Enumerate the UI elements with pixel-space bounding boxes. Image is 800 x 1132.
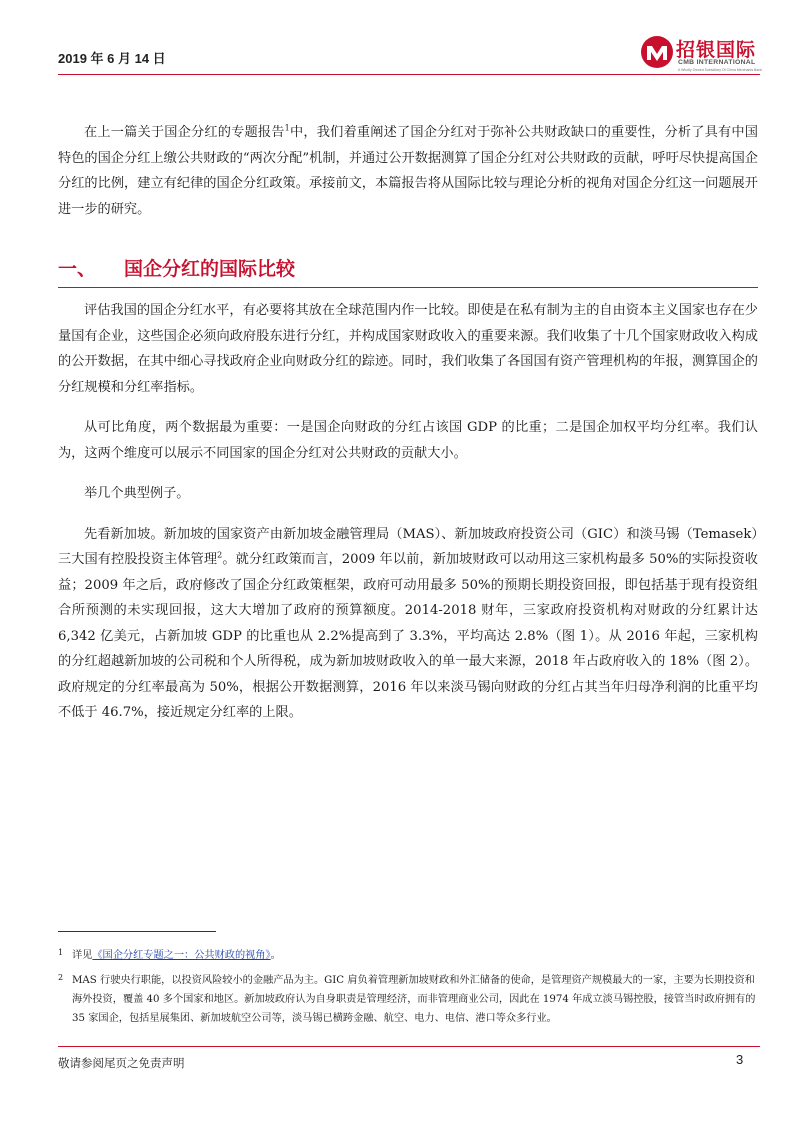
section-heading: [58, 254, 758, 288]
cmb-logo-icon: [640, 35, 674, 69]
body-paragraph-2: 从可比角度，两个数据最为重要：一是国企向财政的分红占该国 GDP 的比重；二是国企加权平均分红率。我们认为，这两个维度可以展示不同国家的国企分红对公共财政的贡献大小。: [58, 420, 758, 461]
footnote-ref-2[interactable]: 2: [217, 550, 223, 560]
footnote-2-text: MAS 行驶央行职能，以投资风险较小的金融产品为主。GIC 肩负着管理新加坡财政和外汇储备的使命，是管理资产规模最大的一家，主要为长期投资和海外投资，覆盖 40 多个国家和地区。新加坡政府认为自身职责是管理经济，而非管理商业公司，因此在 1974 年成立淡马锡控股，接管当时政府拥有的 35 家国企，包括星展集团、新加坡航空公司等，淡马锡已横跨金融、航空、电力、电信、港口等众多行业。: [72, 975, 756, 1024]
report-date: 2019 年 6 月 14 日: [58, 51, 166, 66]
page-number: 3: [736, 1052, 744, 1067]
footnote-ref-1[interactable]: 1: [284, 123, 290, 133]
footnote-1-suffix: 。: [270, 950, 281, 961]
body-paragraph-3: 举几个典型例子。: [84, 486, 190, 501]
logo-english-name: CMB INTERNATIONAL: [678, 59, 756, 66]
logo-subtitle: A Wholly Owned Subsidiary Of China Merchants Bank: [678, 68, 763, 72]
footnote-1-link[interactable]: 《国企分红专题之一：公共财政的视角》: [92, 950, 271, 961]
body-paragraph-1: 评估我国的国企分红水平，有必要将其放在全球范围内作一比较。即使是在私有制为主的自由资本主义国家也存在少量国有企业，这些国企必须向政府股东进行分红，并构成国家财政收入的重要来源。我们收集了十几个国家财政收入构成的公开数据，在其中细心寻找政府企业向财政分红的踪迹。同时，我们收集了各国国有资产管理机构的年报，测算国企的分红规模和分红率指标。: [58, 303, 758, 395]
singapore-text-1: 先看新加坡。新加坡的国家资产由新加坡金融管理局（MAS）、新加坡政府投资公司（GIC）和淡马锡（Temasek）三大国有控股投资主体管理: [58, 526, 758, 567]
logo-chinese-name: 招银国际: [676, 39, 757, 61]
footnotes: [58, 946, 758, 1034]
footnote-1: [58, 946, 758, 965]
intro-text-2: 中，我们着重阐述了国企分红对于弥补公共财政缺口的重要性，分析了具有中国特色的国企分红上缴公共财政的“两次分配”机制，并通过公开数据测算了国企分红对公共财政的贡献，呼吁尽快提高国企分红的比例，建立有纪律的国企分红政策。承接前文，本篇报告将从国际比较与理论分析的视角对国企分红这一问题展开进一步的研究。: [58, 125, 758, 217]
footnote-1-prefix: 详见: [72, 950, 93, 961]
header-divider: [58, 74, 760, 75]
singapore-text-2: 。就分红政策而言，2009 年以前，新加坡财政可以动用这三家机构最多 50%的实际投资收益；2009 年之后，政府修改了国企分红政策框架，政府可动用最多 50%的预期长期投资回报，即包括基于现有投资组合所预测的未实现回报，这大大增加了政府的预算额度。2014-2018 财年，三家政府投资机构对财政的分红累计达 6,342 亿美元，占新加坡 GDP 的比重也从 2.2%提高到了 3.3%，平均高达 2.8%（图 1）。从 2016 年起，三家机构的分红超越新加坡的公司税和个人所得税，成为新加坡财政收入的单一最大来源，2018 年占政府收入的 18%（图 2）。政府规定的分红率最高为 50%，根据公开数据测算，2016 年以来淡马锡向财政的分红占其当年归母净利润的比重平均不低于 46.7%，接近规定分红率的上限。: [58, 552, 758, 720]
disclaimer-note: 敬请参阅尾页之免责声明: [58, 1056, 185, 1070]
footnote-mark-2: 2: [58, 973, 64, 982]
footnote-mark-1: 1: [58, 948, 64, 957]
intro-text-1: 在上一篇关于国企分红的专题报告: [84, 125, 285, 140]
section-number: 一、: [58, 258, 97, 280]
footnote-divider: [58, 931, 216, 932]
body-paragraph-4: [58, 522, 758, 726]
footer-divider: [58, 1046, 760, 1047]
main-content: [58, 120, 758, 726]
section-title: 国企分红的国际比较: [124, 258, 296, 280]
footnote-2: [58, 971, 758, 1028]
intro-paragraph: [58, 120, 758, 222]
company-logo: [640, 33, 763, 79]
